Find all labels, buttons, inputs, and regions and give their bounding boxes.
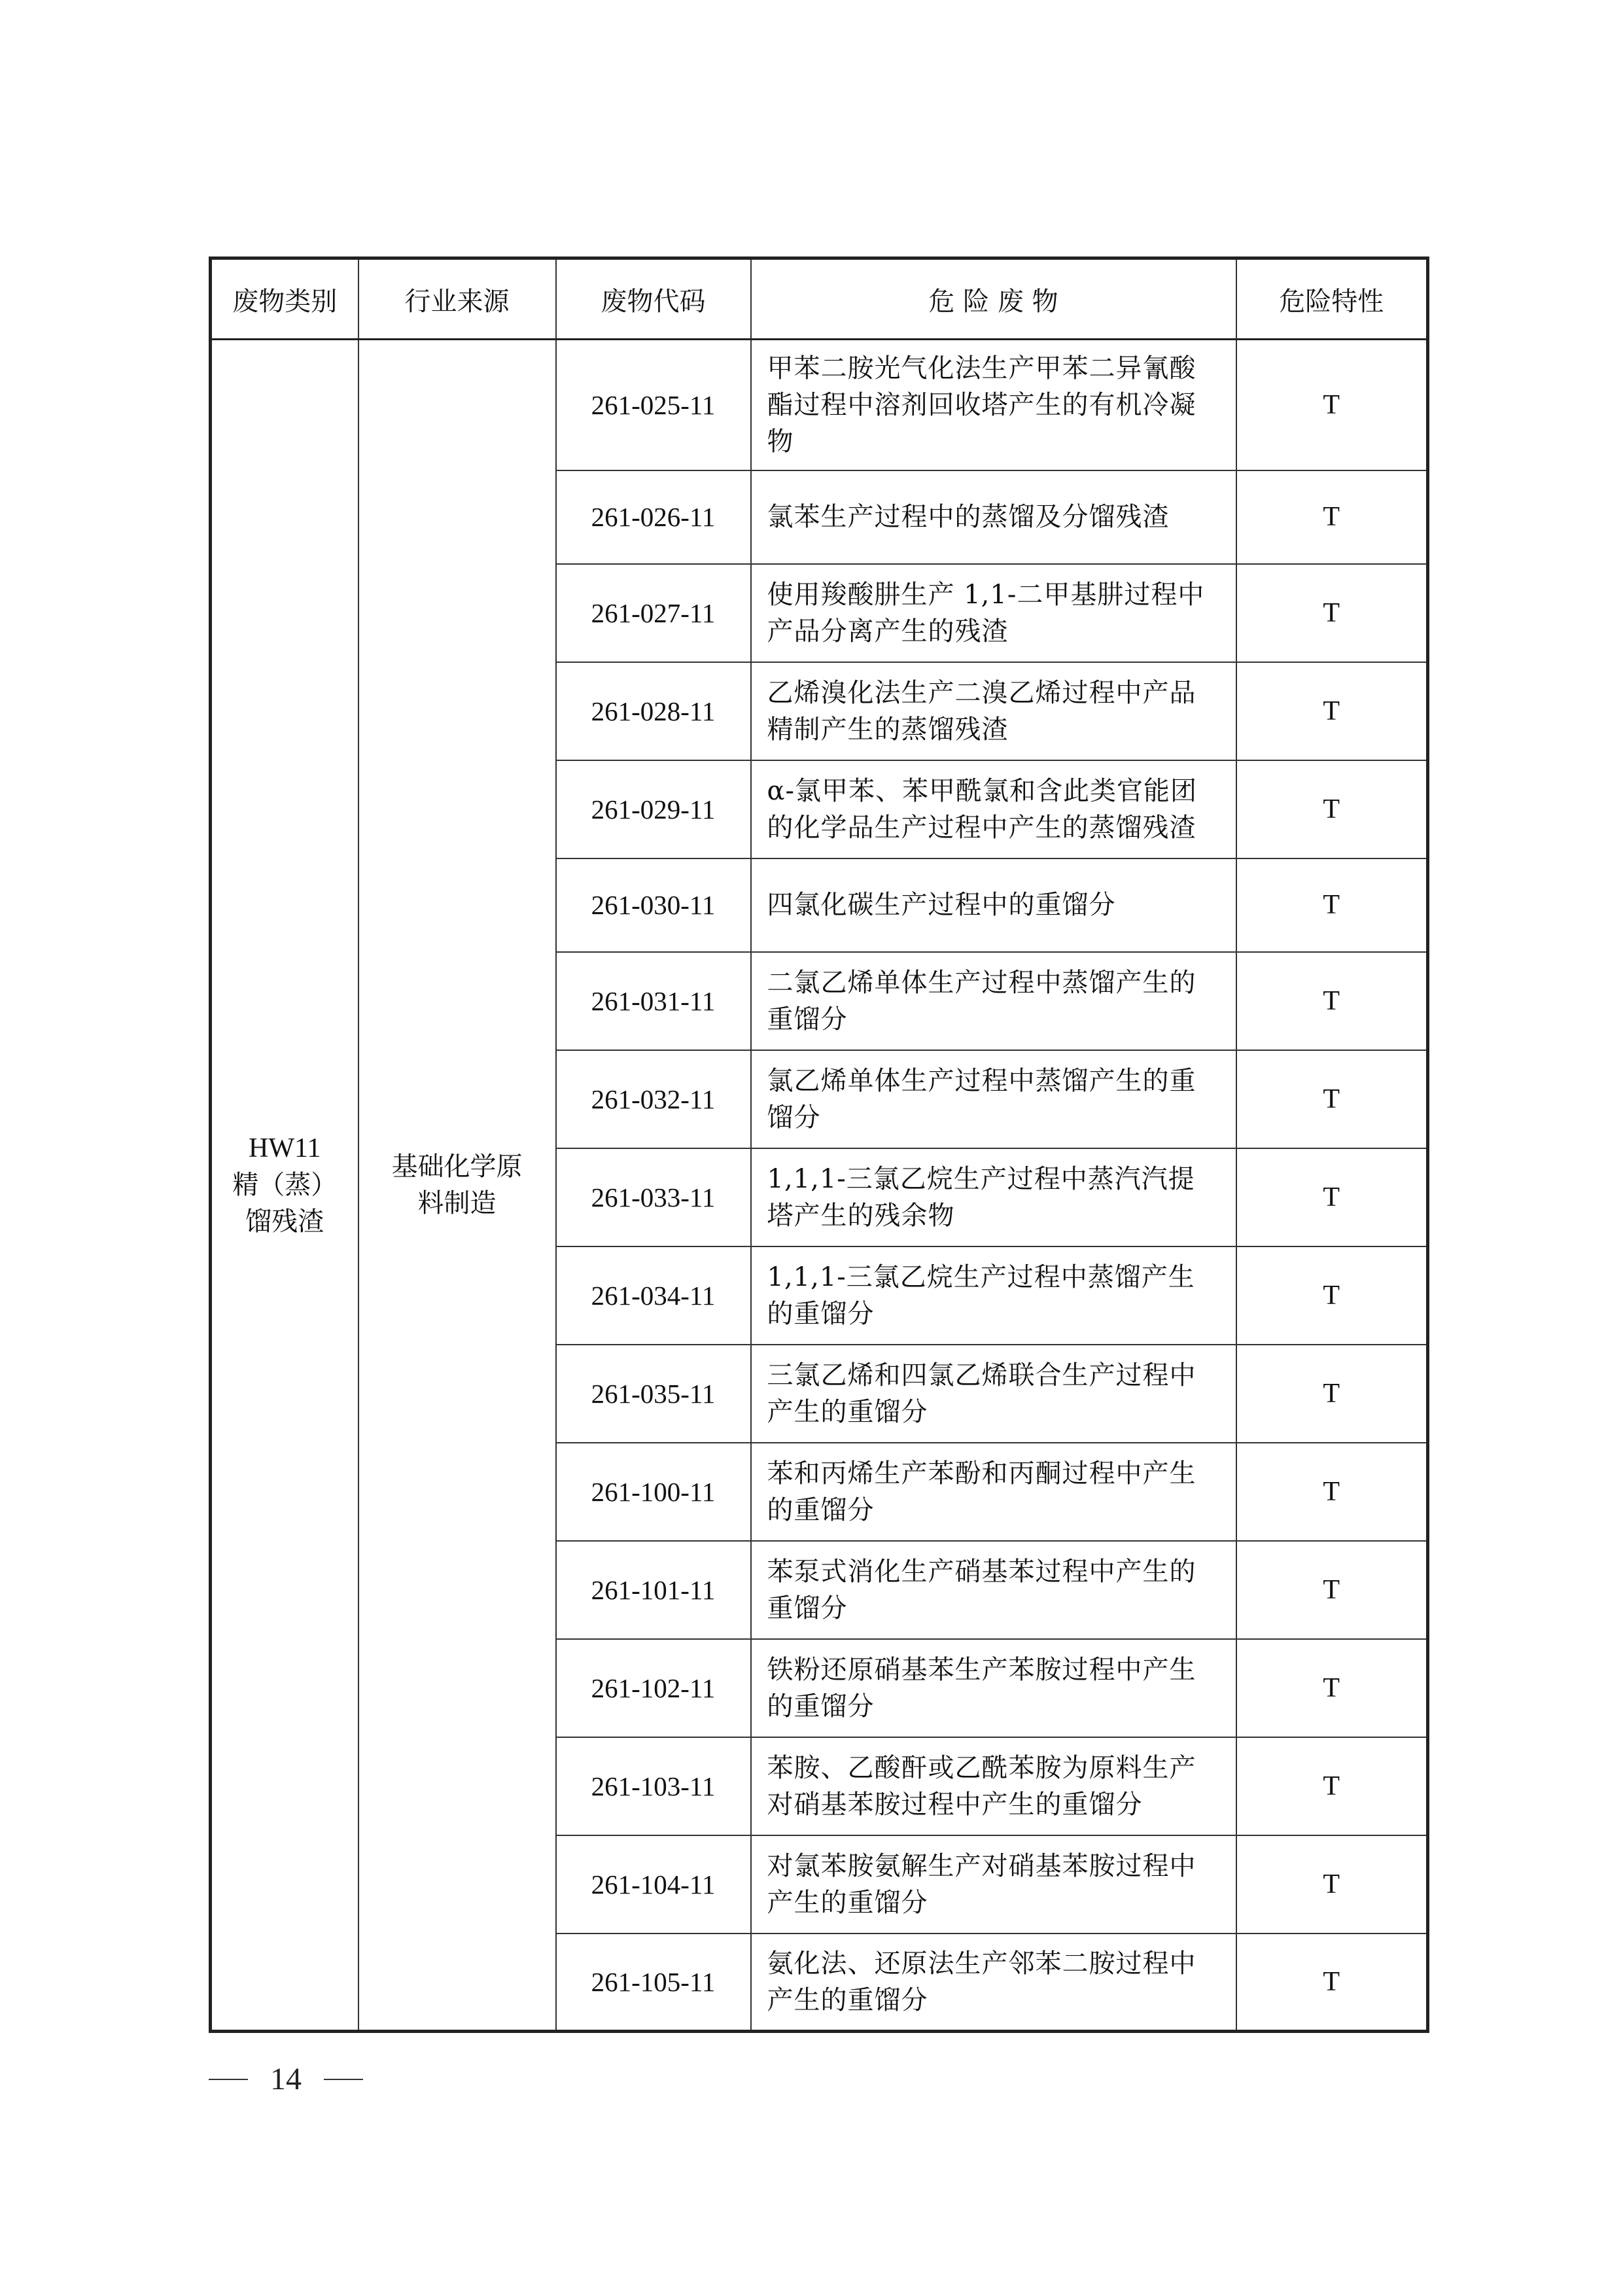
waste-description: 四氯化碳生产过程中的重馏分 bbox=[751, 858, 1236, 952]
source-cell bbox=[358, 340, 556, 2032]
waste-description: α-氯甲苯、苯甲酰氯和含此类官能团的化学品生产过程中产生的蒸馏残渣 bbox=[751, 760, 1236, 858]
waste-description: 三氯乙烯和四氯乙烯联合生产过程中产生的重馏分 bbox=[751, 1345, 1236, 1443]
waste-description: 对氯苯胺氨解生产对硝基苯胺过程中产生的重馏分 bbox=[751, 1835, 1236, 1934]
hazard-characteristic: T bbox=[1236, 340, 1428, 470]
waste-table bbox=[209, 256, 1429, 2033]
hazard-characteristic: T bbox=[1236, 858, 1428, 952]
hazard-characteristic: T bbox=[1236, 1050, 1428, 1148]
waste-code: 261-035-11 bbox=[556, 1345, 751, 1443]
page-footer bbox=[209, 2061, 363, 2097]
waste-description: 1,1,1-三氯乙烷生产过程中蒸汽汽提塔产生的残余物 bbox=[751, 1148, 1236, 1246]
waste-description: 氨化法、还原法生产邻苯二胺过程中产生的重馏分 bbox=[751, 1934, 1236, 2032]
waste-description: 铁粉还原硝基苯生产苯胺过程中产生的重馏分 bbox=[751, 1639, 1236, 1737]
waste-code: 261-104-11 bbox=[556, 1835, 751, 1934]
waste-code: 261-029-11 bbox=[556, 760, 751, 858]
page-number: 14 bbox=[270, 2062, 302, 2096]
waste-code: 261-033-11 bbox=[556, 1148, 751, 1246]
header-category: 废物类别 bbox=[211, 258, 358, 340]
header-code: 废物代码 bbox=[556, 258, 751, 340]
waste-code: 261-031-11 bbox=[556, 952, 751, 1050]
hazard-characteristic: T bbox=[1236, 1246, 1428, 1345]
waste-code: 261-105-11 bbox=[556, 1934, 751, 2032]
hazard-characteristic: T bbox=[1236, 760, 1428, 858]
waste-code: 261-103-11 bbox=[556, 1737, 751, 1835]
waste-description: 氯苯生产过程中的蒸馏及分馏残渣 bbox=[751, 470, 1236, 564]
waste-code: 261-034-11 bbox=[556, 1246, 751, 1345]
waste-description: 甲苯二胺光气化法生产甲苯二异氰酸酯过程中溶剂回收塔产生的有机冷凝物 bbox=[751, 340, 1236, 470]
table-header-row bbox=[211, 258, 1428, 340]
hazard-characteristic: T bbox=[1236, 1737, 1428, 1835]
hazard-characteristic: T bbox=[1236, 1345, 1428, 1443]
hazard-characteristic: T bbox=[1236, 564, 1428, 662]
category-code: HW11 bbox=[249, 1133, 321, 1163]
category-cell bbox=[211, 340, 358, 2032]
waste-code: 261-032-11 bbox=[556, 1050, 751, 1148]
waste-code: 261-102-11 bbox=[556, 1639, 751, 1737]
waste-description: 苯泵式消化生产硝基苯过程中产生的重馏分 bbox=[751, 1541, 1236, 1639]
waste-code: 261-030-11 bbox=[556, 858, 751, 952]
header-source: 行业来源 bbox=[358, 258, 556, 340]
waste-description: 乙烯溴化法生产二溴乙烯过程中产品精制产生的蒸馏残渣 bbox=[751, 662, 1236, 760]
table-row bbox=[211, 340, 1428, 470]
waste-description: 二氯乙烯单体生产过程中蒸馏产生的重馏分 bbox=[751, 952, 1236, 1050]
hazard-characteristic: T bbox=[1236, 1541, 1428, 1639]
category-name: 精（蒸）馏残渣 bbox=[232, 1170, 338, 1237]
waste-code: 261-028-11 bbox=[556, 662, 751, 760]
header-hazard: 危险特性 bbox=[1236, 258, 1428, 340]
hazard-characteristic: T bbox=[1236, 952, 1428, 1050]
header-waste: 危 险 废 物 bbox=[751, 258, 1236, 340]
waste-code: 261-026-11 bbox=[556, 470, 751, 564]
waste-description: 使用羧酸肼生产 1,1-二甲基肼过程中产品分离产生的残渣 bbox=[751, 564, 1236, 662]
waste-description: 苯胺、乙酸酐或乙酰苯胺为原料生产对硝基苯胺过程中产生的重馏分 bbox=[751, 1737, 1236, 1835]
hazard-characteristic: T bbox=[1236, 470, 1428, 564]
waste-description: 1,1,1-三氯乙烷生产过程中蒸馏产生的重馏分 bbox=[751, 1246, 1236, 1345]
waste-code: 261-025-11 bbox=[556, 340, 751, 470]
footer-dash-left bbox=[209, 2079, 248, 2080]
waste-description: 苯和丙烯生产苯酚和丙酮过程中产生的重馏分 bbox=[751, 1443, 1236, 1541]
hazard-characteristic: T bbox=[1236, 1835, 1428, 1934]
industry-source: 基础化学原料制造 bbox=[391, 1152, 523, 1218]
waste-code: 261-027-11 bbox=[556, 564, 751, 662]
hazard-characteristic: T bbox=[1236, 662, 1428, 760]
hazard-characteristic: T bbox=[1236, 1443, 1428, 1541]
footer-dash-right bbox=[324, 2079, 363, 2080]
hazard-characteristic: T bbox=[1236, 1148, 1428, 1246]
waste-code: 261-101-11 bbox=[556, 1541, 751, 1639]
hazard-characteristic: T bbox=[1236, 1934, 1428, 2032]
hazard-characteristic: T bbox=[1236, 1639, 1428, 1737]
waste-code: 261-100-11 bbox=[556, 1443, 751, 1541]
waste-description: 氯乙烯单体生产过程中蒸馏产生的重馏分 bbox=[751, 1050, 1236, 1148]
